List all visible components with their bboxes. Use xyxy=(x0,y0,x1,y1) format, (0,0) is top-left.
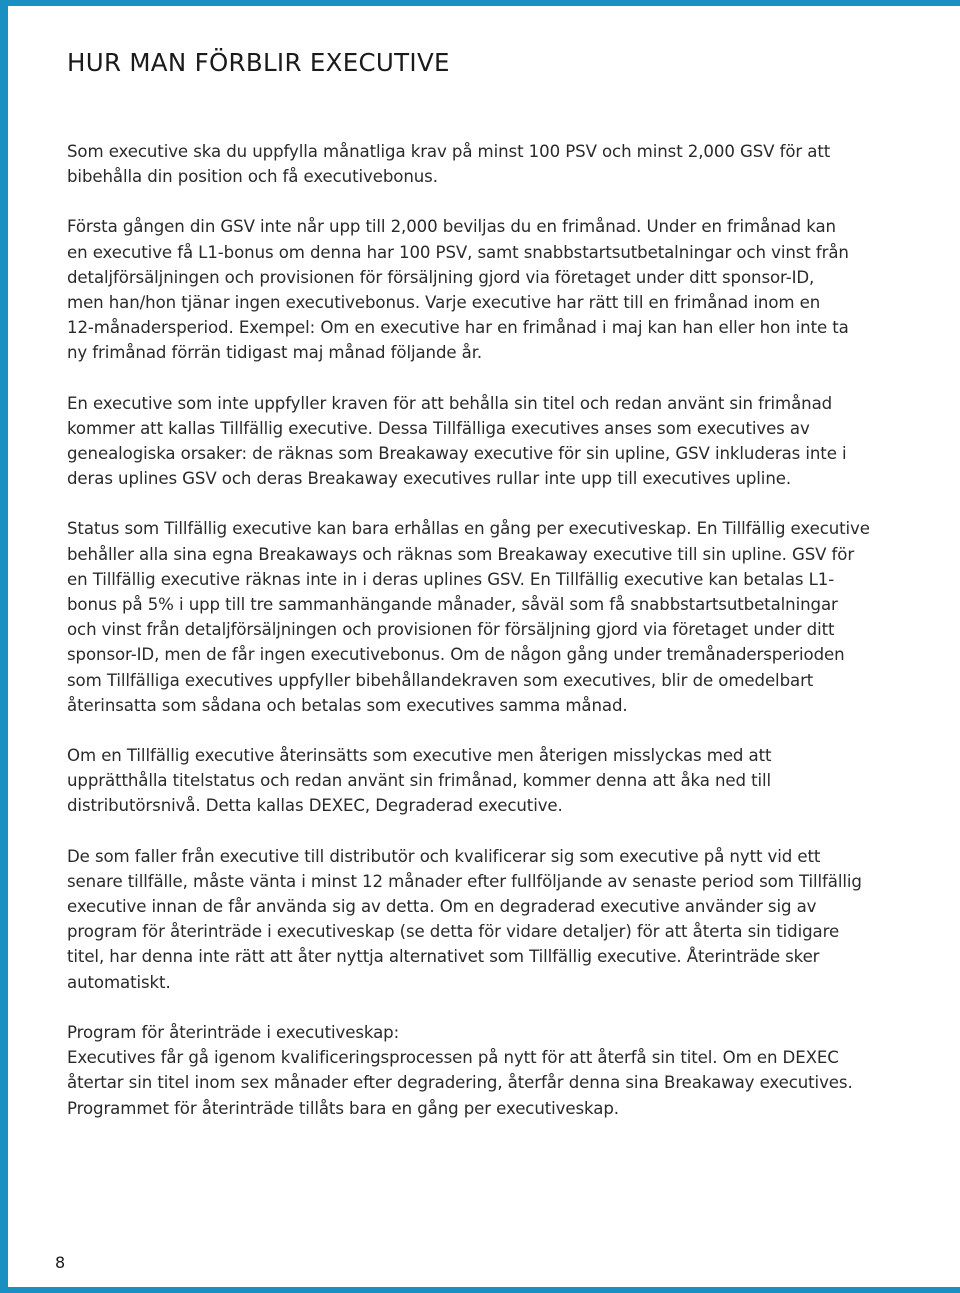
text-line: återtar sin titel inom sex månader efter degradering, återfår denna sina Breakaway executives. xyxy=(67,1073,853,1093)
text-line: genealogiska orsaker: de räknas som Breakaway executive för sin upline, GSV inkluderas inte i xyxy=(67,444,847,464)
text-line: Om en Tillfällig executive återinsätts som executive men återigen misslyckas med att xyxy=(67,746,772,766)
text-line: detaljförsäljningen och provisionen för försäljning gjord via företaget under ditt sponsor-ID, xyxy=(67,267,815,287)
bottom-accent-bar xyxy=(0,1287,960,1293)
text-line: som Tillfälliga executives uppfyller bibehållandekraven som executives, blir de omedelbart xyxy=(67,670,814,690)
text-line: upprätthålla titelstatus och redan använt sin frimånad, kommer denna att åka ned till xyxy=(67,771,772,791)
text-line: behåller alla sina egna Breakaways och räknas som Breakaway executive till sin upline. GSV för xyxy=(67,544,855,564)
text-line: en executive få L1-bonus om denna har 100 PSV, samt snabbstartsutbetalningar och vinst från xyxy=(67,242,849,262)
text-line: Status som Tillfällig executive kan bara erhållas en gång per executiveskap. En Tillfällig executive xyxy=(67,519,870,539)
paragraph xyxy=(67,391,897,492)
text-line: En executive som inte uppfyller kraven för att behålla sin titel och redan använt sin frimånad xyxy=(67,393,833,413)
text-line: senare tillfälle, måste vänta i minst 12 månader efter fullföljande av senaste period som Tillfällig xyxy=(67,871,862,891)
text-line: sponsor-ID, men de får ingen executivebonus. Om de någon gång under tremånadersperioden xyxy=(67,645,845,665)
text-line: en Tillfällig executive räknas inte in i deras uplines GSV. En Tillfällig executive kan betalas L1- xyxy=(67,569,835,589)
text-line: bonus på 5% i upp till tre sammanhängande månader, såväl som få snabbstartsutbetalningar xyxy=(67,595,838,615)
text-line: Program för återinträde i executiveskap: xyxy=(67,1022,400,1042)
top-accent-bar xyxy=(0,0,960,6)
paragraph xyxy=(67,516,897,718)
text-line: och vinst från detaljförsäljningen och provisionen för försäljning gjord via företaget under ditt xyxy=(67,620,835,640)
text-line: 12-månadersperiod. Exempel: Om en executive har en frimånad i maj kan han eller hon inte ta xyxy=(67,318,849,338)
paragraph xyxy=(67,844,897,995)
page-number: 8 xyxy=(55,1253,66,1272)
text-line: ny frimånad förrän tidigast maj månad följande år. xyxy=(67,343,483,363)
text-line: program för återinträde i executiveskap (se detta för vidare detaljer) för att återta sin tidigare xyxy=(67,922,840,942)
text-line: executive innan de får använda sig av detta. Om en degraderad executive använder sig av xyxy=(67,897,817,917)
text-line: Första gången din GSV inte når upp till 2,000 beviljas du en frimånad. Under en frimånad kan xyxy=(67,217,836,237)
text-line: deras uplines GSV och deras Breakaway executives rullar inte upp till executives upline. xyxy=(67,469,792,489)
text-line: De som faller från executive till distributör och kvalificerar sig som executive på nytt vid ett xyxy=(67,846,821,866)
text-line: distributörsnivå. Detta kallas DEXEC, Degraderad executive. xyxy=(67,796,563,816)
text-line: men han/hon tjänar ingen executivebonus. Varje executive har rätt till en frimånad inom en xyxy=(67,293,821,313)
text-line: Executives får gå igenom kvalificeringsprocessen på nytt för att återfå sin titel. Om en DEXEC xyxy=(67,1048,839,1068)
paragraph xyxy=(67,1020,897,1121)
text-line: kommer att kallas Tillfällig executive. Dessa Tillfälliga executives anses som executives av xyxy=(67,418,810,438)
text-line: Som executive ska du uppfylla månatliga krav på minst 100 PSV och minst 2,000 GSV för att xyxy=(67,142,831,161)
text-line: bibehålla din position och få executivebonus. xyxy=(67,167,438,187)
page-title: HUR MAN FÖRBLIR EXECUTIVE xyxy=(67,48,450,77)
paragraph xyxy=(67,214,897,365)
text-line: Programmet för återinträde tillåts bara en gång per executiveskap. xyxy=(67,1098,619,1118)
paragraph xyxy=(67,139,897,189)
text-line: titel, har denna inte rätt att åter nyttja alternativet som Tillfällig executive. Återinträde sker xyxy=(67,947,820,967)
paragraph xyxy=(67,743,897,819)
document-body xyxy=(67,139,897,1146)
left-accent-bar xyxy=(0,0,8,1293)
text-line: återinsatta som sådana och betalas som executives samma månad. xyxy=(67,695,628,715)
text-line: automatiskt. xyxy=(67,972,171,992)
